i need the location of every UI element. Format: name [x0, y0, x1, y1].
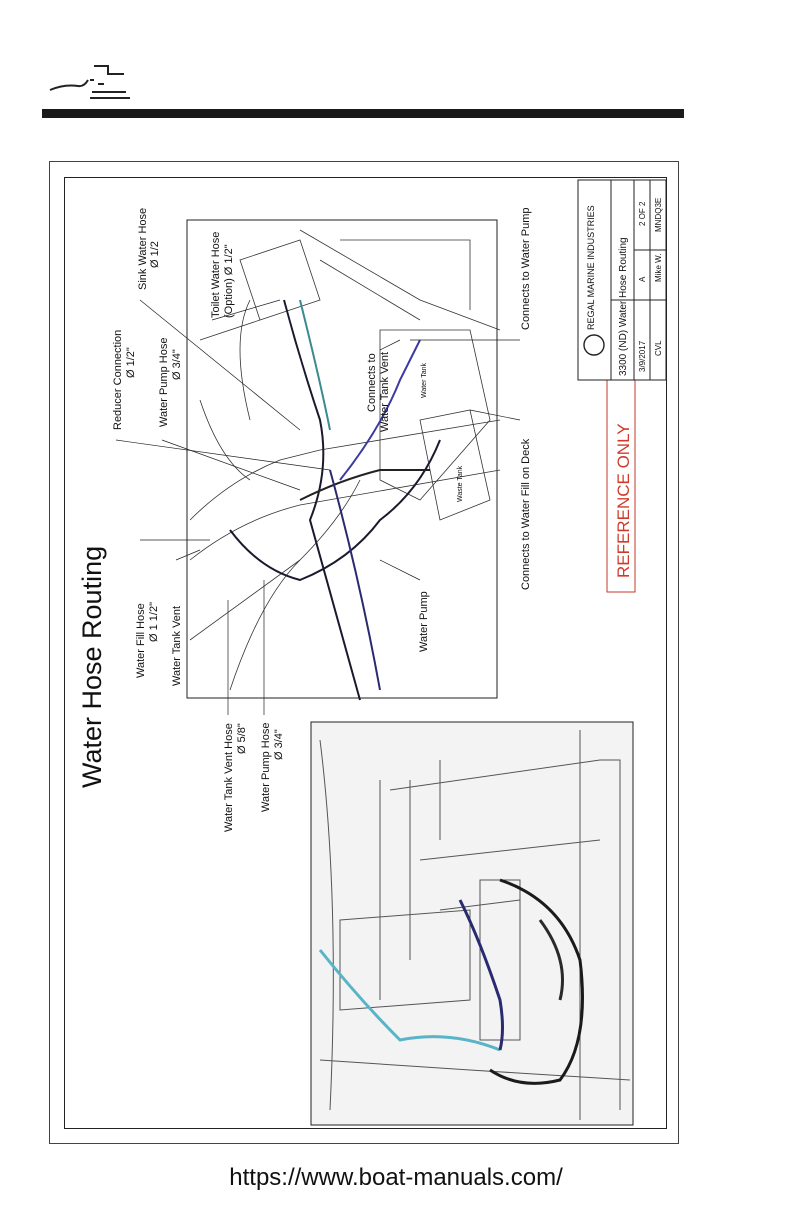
- title-block-date: 3/9/2017: [638, 340, 647, 372]
- top-drawing-hoses: [230, 300, 440, 700]
- callout-water-pump-hose-bottom: Water Pump Hose: [260, 722, 272, 812]
- top-drawing-linework: [190, 230, 500, 690]
- callout-water-fill-hose-size: Ø 1 1/2": [148, 602, 160, 642]
- callout-connects-to-water-fill: Connects to Water Fill on Deck: [520, 438, 532, 590]
- callout-reducer-connection: Reducer Connection: [112, 329, 124, 430]
- callout-toilet-water-hose: Toilet Water Hose: [210, 231, 222, 318]
- title-block-document-no: MNDQ3E: [654, 197, 663, 232]
- title-block-revision: A: [638, 276, 647, 282]
- callout-connects-to-water-pump: Connects to Water Pump: [520, 207, 532, 330]
- callout-water-pump-hose-top: Water Pump Hose: [158, 337, 170, 427]
- callout-reducer-connection-size: Ø 1/2": [125, 347, 137, 378]
- title-block-page: 2 OF 2: [638, 201, 647, 226]
- callout-connects-to-water-tank-vent-2: Water Tank Vent: [379, 351, 391, 432]
- callout-toilet-water-hose-size: (Option) Ø 1/2": [223, 244, 235, 318]
- callout-water-pump: Water Pump: [418, 591, 430, 652]
- title-block-company: REGAL MARINE INDUSTRIES: [586, 205, 596, 330]
- callout-water-tank-vent-hose: Water Tank Vent Hose: [223, 723, 235, 832]
- label-waste-tank: Waste Tank: [457, 465, 464, 502]
- callout-sink-water-hose-size: Ø 1/2: [149, 241, 161, 268]
- callout-sink-water-hose: Sink Water Hose: [137, 207, 149, 290]
- title-block-drawn-by: CVL: [654, 340, 663, 356]
- diagram-title: Water Hose Routing: [77, 545, 107, 788]
- reference-stamp: REFERENCE ONLY: [614, 423, 633, 578]
- title-block-drawing-title: 3300 (ND) Water Hose Routing: [618, 237, 629, 376]
- callout-water-pump-hose-top-size: Ø 3/4": [171, 349, 183, 380]
- callout-water-tank-vent-hose-size: Ø 5/8": [236, 723, 248, 754]
- footer-url[interactable]: https://www.boat-manuals.com/: [229, 1164, 563, 1191]
- callout-water-pump-hose-bottom-size: Ø 3/4": [273, 729, 285, 760]
- callout-water-fill-hose: Water Fill Hose: [135, 603, 147, 678]
- label-water-tank: Water Tank: [421, 362, 428, 398]
- callout-water-tank-vent: Water Tank Vent: [171, 605, 183, 686]
- title-block: [578, 180, 666, 380]
- callout-connects-to-water-tank-vent-1: Connects to: [366, 353, 378, 412]
- title-block-approved-by: Mike W.: [654, 253, 663, 282]
